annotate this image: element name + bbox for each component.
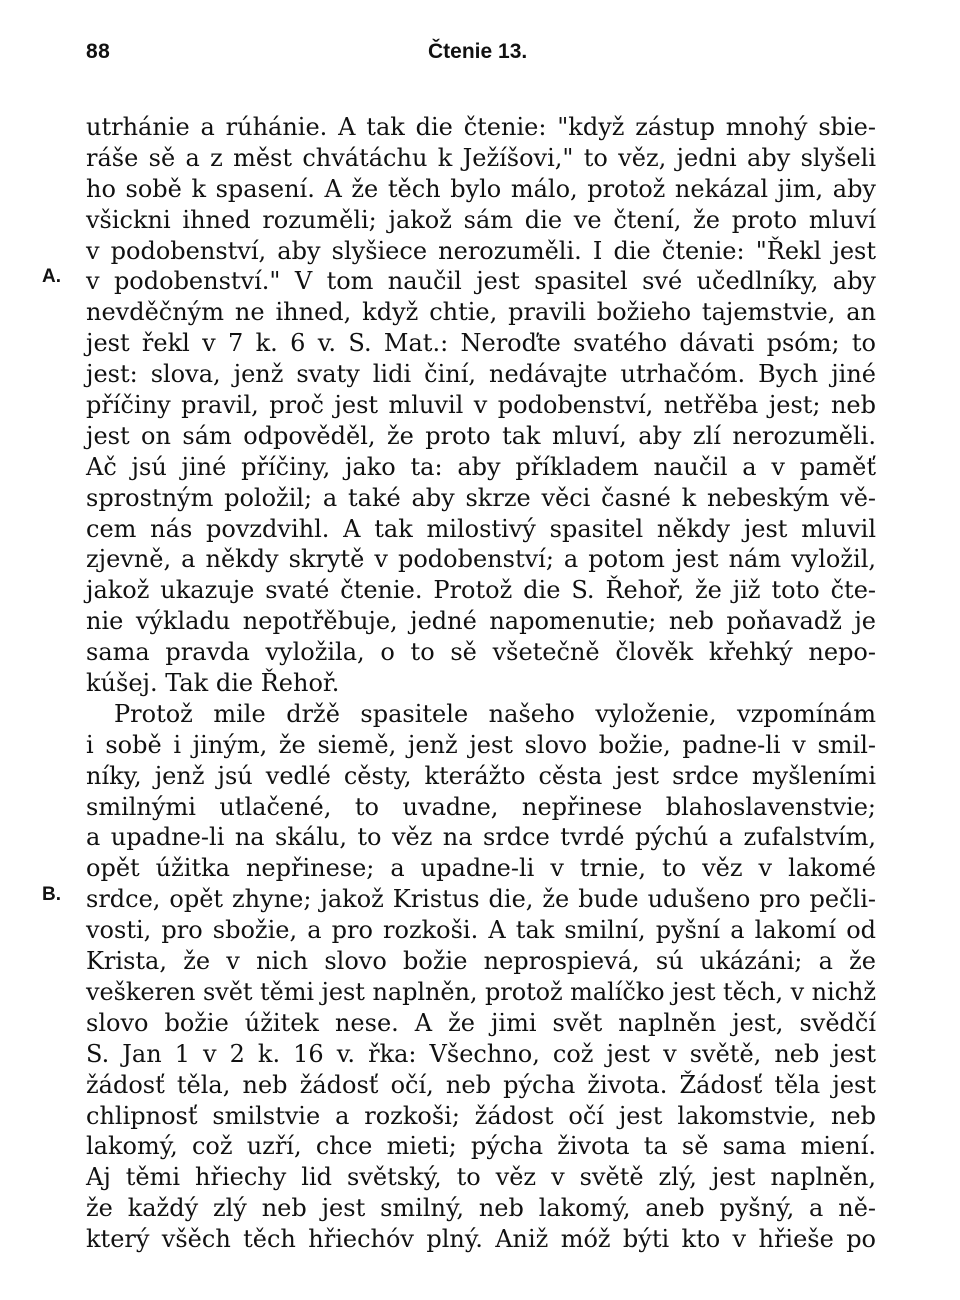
- text-line: všickni ihned rozuměli; jakož sám die ve čtení, že proto mluví: [86, 205, 876, 234]
- text-line: nevděčným ne ihned, když chtie, pravili božieho tajemstvie, an: [86, 298, 876, 327]
- text-line: jest: slova, jenž svaty lidi činí, nedávajte utrhačóm. Bych jiné: [86, 360, 876, 389]
- text-line: jest řekl v 7 k. 6 v. S. Mat.: Neroďte svatého dávati psóm; to: [86, 329, 876, 358]
- text-line: utrhánie a rúhánie. A tak die čtenie: "když zástup mnohý sbie-: [86, 113, 876, 141]
- body-text: [86, 112, 876, 1255]
- text-line: Krista, že v nich slovo božie neprospievá, sú ukázáni; a že: [86, 947, 876, 976]
- text-line: Protož mile držě spasitele našeho vyloženie, vzpomínám: [114, 699, 876, 728]
- text-line: i sobě i jiným, že siemě, jenž jest slovo božie, padne-li v smil-: [86, 730, 876, 759]
- text-line: jest on sám odpověděl, že proto tak mluví, aby zlí nerozuměli.: [86, 421, 876, 450]
- text-line: který všěch těch hřiechóv plný. Aniž móž býti kto v hřieše po: [86, 1225, 876, 1254]
- text-line: v podobenství." V tom naučil jest spasitel své učedlníky, aby: [86, 267, 876, 296]
- text-line: lakomý, což uzří, chce mieti; pýcha života ta sě sama miení.: [86, 1132, 876, 1161]
- text-line: sama pravda vyložila, o to sě všetečně člověk křehký nepo-: [86, 638, 876, 667]
- margin-mark-b: B.: [42, 884, 61, 905]
- text-line: níky, jenž jsú vedlé cěsty, kterážto cěsta jest srdce myšleními: [86, 761, 876, 790]
- text-line: opět úžitka nepřinese; a upadne-li v trnie, to věz v lakomé: [86, 854, 876, 883]
- text-line: ráše sě a z měst chvátáchu k Ježíšovi," to věz, jedni aby slyšeli: [86, 143, 876, 172]
- text-line: žádosť těla, neb žádosť očí, neb pýcha života. Žádosť těla jest: [86, 1070, 876, 1099]
- text-line: ho sobě k spasení. A že těch bylo málo, protož nekázal jim, aby: [86, 174, 876, 203]
- text-line: slovo božie úžitek nese. A že jimi svět naplněn jest, svědčí: [86, 1008, 876, 1037]
- running-title: Čtenie 13.: [428, 40, 528, 63]
- text-line: a upadne-li na skálu, to věz na srdce tvrdé pýchú a zufalstvím,: [86, 823, 876, 852]
- margin-mark-a: A.: [42, 266, 61, 287]
- text-line: nie výkladu nepotřěbuje, jedné napomenutie; neb poňavadž je: [86, 607, 876, 636]
- text-line: kúšej. Tak die Řehoř.: [86, 669, 340, 698]
- text-line: Aj těmi hřiechy lid světský, to věz v světě zlý, jest naplněn,: [86, 1163, 876, 1192]
- text-line: smilnými utlačené, to uvadne, nepřinese blahoslavenstvie;: [86, 792, 876, 821]
- text-line: veškeren svět těmi jest naplněn, protož malíčko jest těch, v nichž: [86, 977, 876, 1006]
- text-line: příčiny pravil, proč jest mluvil v podobenství, netřěba jest; neb: [86, 391, 876, 420]
- text-line: zjevně, a někdy skrytě v podobenství; a potom jest nám vyložil,: [86, 545, 876, 574]
- text-line: sprostným položil; a také aby skrze věci časné k nebeským vě-: [86, 483, 876, 512]
- text-line: v podobenství, aby slyšiece nerozuměli. I die čtenie: "Řekl jest: [86, 236, 876, 265]
- text-line: S. Jan 1 v 2 k. 16 v. řka: Všechno, což jest v světě, neb jest: [86, 1039, 876, 1068]
- text-line: chlipnosť smilstvie a rozkoši; žádost očí jest lakomstvie, neb: [86, 1101, 876, 1130]
- text-line: že každý zlý neb jest smilný, neb lakomý, aneb pyšný, a ně-: [86, 1194, 876, 1223]
- text-line: vosti, pro sbožie, a pro rozkoši. A tak smilní, pyšní a lakomí od: [86, 916, 876, 945]
- text-line: jakož ukazuje svaté čtenie. Protož die S. Řehoř, že již toto čte-: [86, 576, 876, 605]
- page-number: 88: [86, 40, 111, 63]
- text-line: srdce, opět zhyne; jakož Kristus die, že bude udušeno pro pečli-: [86, 885, 876, 914]
- text-line: Ač jsú jiné příčiny, jako ta: aby příkladem naučil a v paměť: [86, 452, 876, 481]
- text-line: cem nás povzdvihl. A tak milostivý spasitel někdy jest mluvil: [86, 514, 876, 543]
